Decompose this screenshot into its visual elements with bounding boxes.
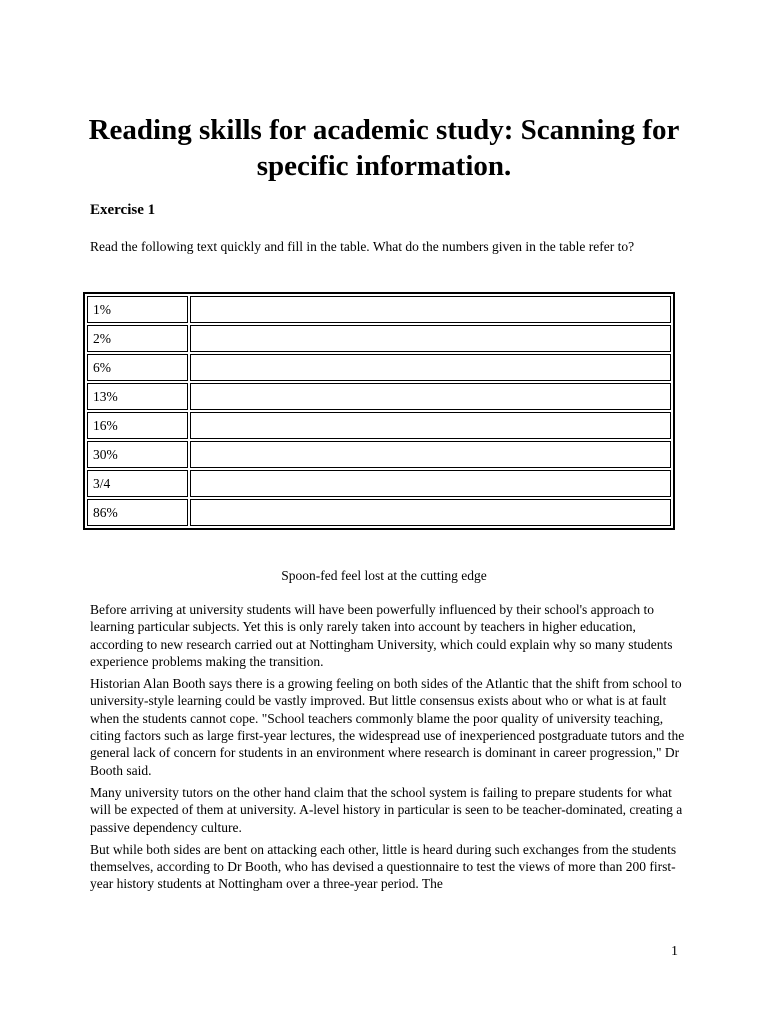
table-cell-answer bbox=[190, 325, 671, 352]
exercise-heading: Exercise 1 bbox=[90, 202, 156, 218]
answer-table bbox=[83, 292, 675, 530]
table-cell-value: 30% bbox=[87, 441, 188, 468]
article-title: Spoon-fed feel lost at the cutting edge bbox=[281, 568, 487, 583]
table-row bbox=[87, 412, 671, 439]
table-row bbox=[87, 354, 671, 381]
table-cell-value: 16% bbox=[87, 412, 188, 439]
table-row bbox=[87, 325, 671, 352]
article-paragraph: Before arriving at university students will have been powerfully influenced by their school's approach to learning particular subjects. Yet this is only rarely taken into account by teachers in higher education, according to new research carried out at Nottingham University, which could explain why so many students experience problems making the transition. bbox=[90, 602, 673, 669]
table-row bbox=[87, 441, 671, 468]
table-cell-value: 3/4 bbox=[87, 470, 188, 497]
article-paragraph: But while both sides are bent on attacking each other, little is heard during such exchanges from the students themselves, according to Dr Booth, who has devised a questionnaire to test the views of more than 200 first-year history students at Nottingham over a three-year period. The bbox=[90, 841, 677, 892]
page-number: 1 bbox=[671, 944, 678, 959]
table-cell-answer bbox=[190, 383, 671, 410]
table-cell-value: 13% bbox=[87, 383, 188, 410]
table-cell-value: 1% bbox=[87, 296, 188, 323]
table-row bbox=[87, 499, 671, 526]
table-cell-value: 86% bbox=[87, 499, 188, 526]
table-cell-answer bbox=[190, 441, 671, 468]
table-cell-value: 6% bbox=[87, 354, 188, 381]
table-row bbox=[87, 296, 671, 323]
table-row bbox=[87, 470, 671, 497]
page-title: Reading skills for academic study: Scanning for specific information. bbox=[88, 114, 680, 182]
table-cell-answer bbox=[190, 470, 671, 497]
exercise-instructions: Read the following text quickly and fill in the table. What do the numbers given in the table refer to? bbox=[90, 239, 635, 254]
table-row bbox=[87, 383, 671, 410]
table-cell-value: 2% bbox=[87, 325, 188, 352]
table-cell-answer bbox=[190, 296, 671, 323]
article-paragraph: Historian Alan Booth says there is a growing feeling on both sides of the Atlantic that the shift from school to university-style learning could be vastly improved. But little consensus exists about who or what is at fault when the students cannot cope. "School teachers commonly blame the poor quality of university teaching, citing factors such as large first-year lectures, the widespread use of inexperienced postgraduate tutors and the general lack of concern for students in an environment where research is dominant in career progression," Dr Booth said. bbox=[90, 676, 685, 778]
table-cell-answer bbox=[190, 412, 671, 439]
table-cell-answer bbox=[190, 499, 671, 526]
table-cell-answer bbox=[190, 354, 671, 381]
article-paragraph: Many university tutors on the other hand claim that the school system is failing to prepare students for what will be expected of them at university. A-level history in particular is seen to be teacher-dominated, creating a passive dependency culture. bbox=[90, 784, 683, 835]
article-body bbox=[90, 601, 686, 907]
